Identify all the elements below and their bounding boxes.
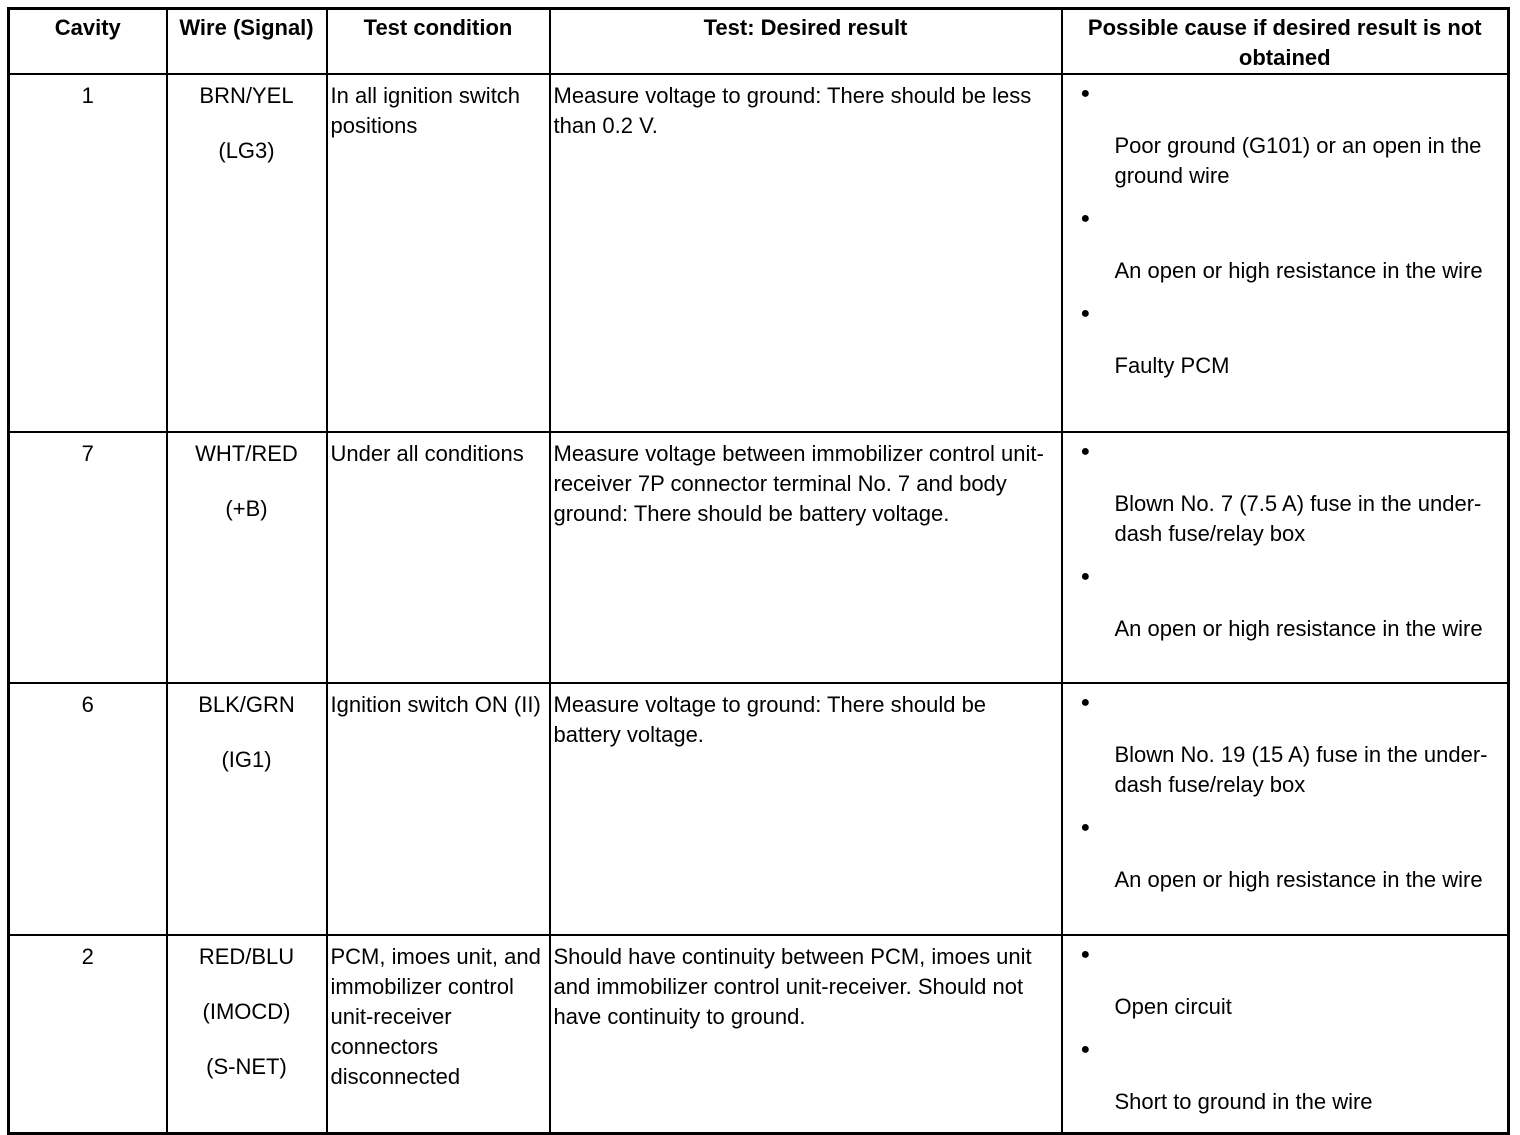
cause-text: Blown No. 7 (7.5 A) fuse in the under-dash fuse/relay box: [1114, 491, 1482, 546]
header-result: Test: Desired result: [550, 9, 1062, 75]
wire-signal: (IG1): [221, 747, 272, 772]
cavity-cell: 2: [9, 935, 167, 1134]
cause-item: [1081, 1037, 1500, 1117]
cause-item: [1081, 815, 1500, 895]
table-row: [9, 935, 1509, 1134]
header-row: [9, 9, 1509, 75]
cavity-cell: 1: [9, 74, 167, 432]
diagnostic-table: [7, 7, 1510, 1135]
wire-color: RED/BLU: [198, 944, 295, 969]
result-cell: Should have continuity between PCM, imoes unit and immobilizer control unit-receiver. Should not have continuity to ground.: [550, 935, 1062, 1134]
condition-cell: Ignition switch ON (II): [327, 683, 550, 935]
wire-color: BRN/YEL: [199, 83, 294, 108]
wire-color: BLK/GRN: [198, 692, 295, 717]
wire-cell: [167, 432, 327, 683]
wire-signal: (LG3): [218, 138, 275, 163]
cause-item: [1081, 690, 1500, 800]
header-cavity: Cavity: [9, 9, 167, 75]
cavity-cell: 6: [9, 683, 167, 935]
cause-item: [1081, 564, 1500, 644]
wire-signal-alt: (S-NET): [206, 1054, 287, 1079]
table-row: [9, 683, 1509, 935]
wire-signal: (+B): [225, 496, 268, 521]
wire-cell: [167, 935, 327, 1134]
condition-cell: Under all conditions: [327, 432, 550, 683]
bullet-icon: ●: [1080, 443, 1091, 460]
cause-item: [1081, 81, 1500, 191]
cavity-cell: 7: [9, 432, 167, 683]
result-cell: Measure voltage between immobilizer control unit-receiver 7P connector terminal No. 7 and body ground: There should be battery voltage.: [550, 432, 1062, 683]
cause-text: An open or high resistance in the wire: [1114, 258, 1483, 283]
bullet-icon: ●: [1080, 946, 1091, 963]
wire-cell: [167, 74, 327, 432]
cause-text: Open circuit: [1114, 994, 1232, 1019]
cause-text: Blown No. 19 (15 A) fuse in the under-dash fuse/relay box: [1114, 742, 1488, 797]
condition-cell: In all ignition switch positions: [327, 74, 550, 432]
cause-item: [1081, 301, 1500, 381]
cause-item: [1081, 439, 1500, 549]
causes-cell: [1062, 683, 1509, 935]
cause-text: An open or high resistance in the wire: [1114, 867, 1483, 892]
bullet-icon: ●: [1080, 1041, 1091, 1058]
bullet-icon: ●: [1080, 210, 1091, 227]
header-wire: Wire (Signal): [167, 9, 327, 75]
cause-text: Short to ground in the wire: [1114, 1089, 1373, 1114]
cause-text: An open or high resistance in the wire: [1114, 616, 1483, 641]
cause-text: Poor ground (G101) or an open in the ground wire: [1114, 133, 1482, 188]
wire-cell: [167, 683, 327, 935]
result-cell: Measure voltage to ground: There should be battery voltage.: [550, 683, 1062, 935]
causes-cell: [1062, 74, 1509, 432]
causes-cell: [1062, 432, 1509, 683]
cause-item: [1081, 942, 1500, 1022]
result-cell: Measure voltage to ground: There should be less than 0.2 V.: [550, 74, 1062, 432]
bullet-icon: ●: [1080, 568, 1091, 585]
bullet-icon: ●: [1080, 305, 1091, 322]
cause-item: [1081, 206, 1500, 286]
header-condition: Test condition: [327, 9, 550, 75]
bullet-icon: ●: [1080, 694, 1091, 711]
causes-cell: [1062, 935, 1509, 1134]
table-row: [9, 432, 1509, 683]
condition-cell: PCM, imoes unit, and immobilizer control unit-receiver connectors disconnected: [327, 935, 550, 1134]
table-row: [9, 74, 1509, 432]
cause-text: Faulty PCM: [1114, 353, 1230, 378]
bullet-icon: ●: [1080, 819, 1091, 836]
wire-signal: (IMOCD): [202, 999, 291, 1024]
header-causes: Possible cause if desired result is not obtained: [1062, 9, 1509, 75]
bullet-icon: ●: [1080, 85, 1091, 102]
wire-color: WHT/RED: [195, 441, 298, 466]
